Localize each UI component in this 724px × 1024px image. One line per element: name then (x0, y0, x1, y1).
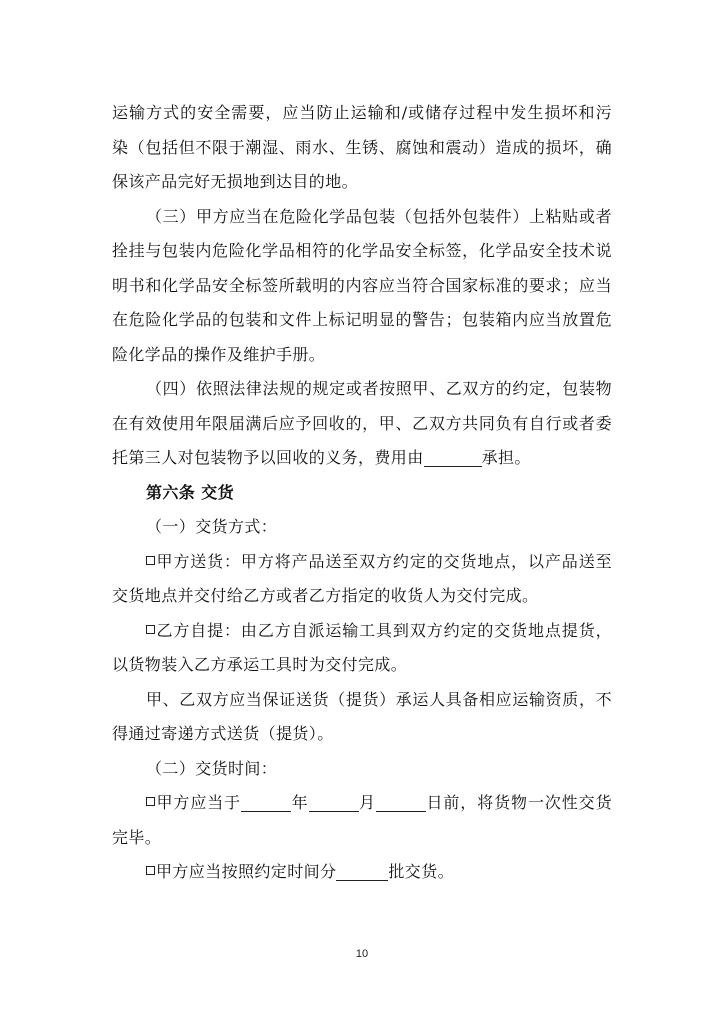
text-line (112, 786, 612, 821)
text-line: 拴挂与包装内危险化学品相符的化学品安全标签，化学品安全技术说 (112, 241, 612, 260)
clause-3-paragraph (112, 200, 612, 373)
article-6-title: 第六条 交货 (146, 482, 234, 502)
delivery-method-label: （一）交货方式： (146, 517, 278, 536)
text-line (112, 614, 612, 649)
batch-count-blank[interactable] (336, 862, 388, 881)
fee-payer-blank[interactable] (424, 448, 482, 467)
checkbox-seller-delivery[interactable] (146, 556, 155, 565)
text-segment: 日前，将货物一次性交货 (425, 793, 612, 812)
text-line: 在危险化学品的包装和文件上标记明显的警告；包装箱内应当放置危 (112, 310, 612, 329)
text-line: 得通过寄递方式送货（提货）。 (112, 724, 334, 743)
delivery-time-batches (112, 855, 612, 890)
text-segment: 年 (291, 793, 309, 812)
transport-paragraph (112, 96, 612, 200)
page-number: 10 (355, 948, 369, 960)
delivery-option-buyer (112, 614, 612, 683)
carrier-note-paragraph (112, 683, 612, 752)
clause-4-paragraph (112, 372, 612, 476)
text-segment: 甲方应当于 (156, 793, 242, 812)
checkbox-buyer-pickup[interactable] (146, 625, 155, 634)
text-line: 明书和化学品安全标签所载明的内容应当符合国家标准的要求；应当 (112, 275, 612, 295)
text-segment: 甲方应当按照约定时间分 (156, 862, 337, 881)
text-line: 完毕。 (112, 827, 162, 847)
text-line: 交货地点并交付给乙方或者乙方指定的收货人为交付完成。 (112, 586, 539, 605)
text-line: （四）依照法律法规的规定或者按照甲、乙双方的约定，包装物 (146, 379, 612, 398)
text-line: 以货物装入乙方承运工具时为交付完成。 (112, 655, 408, 674)
text-line: 运输方式的安全需要，应当防止运输和/或储存过程中发生损坏和污 (112, 103, 612, 122)
checkbox-batch-delivery[interactable] (146, 866, 155, 875)
day-blank[interactable] (376, 793, 426, 812)
text-segment: 承担。 (481, 448, 531, 467)
text-segment: 乙方自提：由乙方自派运输工具到双方约定的交货地点提货， (156, 620, 612, 640)
month-blank[interactable] (309, 793, 359, 812)
text-line: 甲、乙双方应当保证送货（提货）承运人具备相应运输资质，不 (146, 689, 612, 709)
text-line: （三）甲方应当在危险化学品包装（包括外包装件）上粘贴或者 (146, 206, 612, 226)
text-segment: 批交货。 (388, 862, 455, 881)
checkbox-single-delivery[interactable] (146, 797, 155, 806)
text-segment: 甲方送货：甲方将产品送至双方约定的交货地点，以产品送至 (156, 551, 612, 571)
delivery-time-label: （二）交货时间： (146, 758, 278, 778)
year-blank[interactable] (241, 793, 291, 812)
text-line: 险化学品的操作及维护手册。 (112, 344, 326, 364)
text-line (112, 441, 612, 476)
text-segment: 月 (358, 793, 376, 812)
text-segment: 托第三人对包装物予以回收的义务，费用由 (112, 448, 424, 467)
text-line: 在有效使用年限届满后应予回收的，甲、乙双方共同负有自行或者委 (112, 413, 612, 433)
document-body (112, 96, 612, 890)
delivery-time-once (112, 786, 612, 855)
text-line (112, 545, 612, 580)
delivery-option-seller (112, 545, 612, 614)
text-line: 保该产品完好无损地到达目的地。 (112, 172, 359, 191)
text-line: 染（包括但不限于潮湿、雨水、生锈、腐蚀和震动）造成的损坏，确 (112, 137, 612, 157)
